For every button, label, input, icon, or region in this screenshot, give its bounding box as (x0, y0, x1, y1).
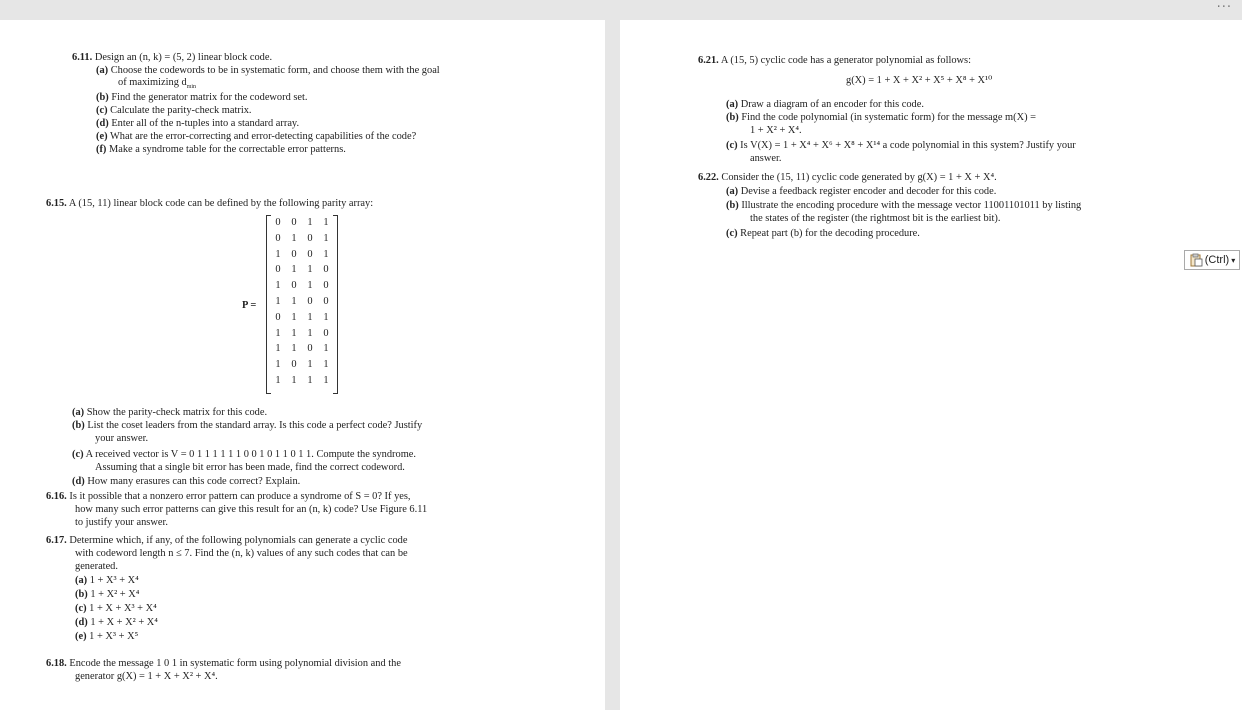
problem-6-22-a: (a) Devise a feedback register encoder and decoder for this code. (726, 186, 997, 197)
problem-6-15-b-cont: your answer. (95, 433, 149, 444)
matrix-cell: 1 (275, 280, 281, 292)
problem-6-17-a: (a) 1 + X³ + X⁴ (75, 575, 139, 586)
problem-6-17: 6.17. Determine which, if any, of the following polynomials can generate a cyclic code (46, 535, 408, 546)
problem-6-15-c-cont: Assuming that a single bit error has been made, find the correct codeword. (95, 462, 405, 473)
matrix-cell: 0 (307, 232, 313, 244)
matrix-cell: 1 (275, 359, 281, 371)
problem-6-15-b: (b) List the coset leaders from the standard array. Is this code a perfect code? Justify (72, 420, 423, 431)
document-page-right (620, 20, 1242, 710)
problem-6-22-b-cont: the states of the register (the rightmost bit is the earliest bit). (750, 213, 1001, 224)
matrix-cell: 0 (307, 248, 313, 260)
matrix-cell: 1 (323, 375, 329, 386)
matrix-row (270, 343, 334, 355)
matrix-cell: 0 (291, 248, 297, 260)
matrix-cell: 0 (291, 217, 297, 228)
problem-6-17-d: (d) 1 + X + X² + X⁴ (75, 617, 158, 628)
problem-6-17-c: (c) 1 + X + X³ + X⁴ (75, 603, 157, 614)
matrix-row (270, 359, 334, 371)
problem-6-21-a: (a) Draw a diagram of an encoder for this code. (726, 99, 924, 110)
problem-6-15-d: (d) How many erasures can this code correct? Explain. (72, 476, 301, 487)
matrix-row (270, 249, 334, 261)
matrix-row (270, 328, 334, 340)
matrix-cell: 0 (307, 296, 313, 307)
problem-6-17-l2: with codeword length n ≤ 7. Find the (n, k) values of any such codes that can be (75, 548, 408, 559)
problem-6-18: 6.18. Encode the message 1 0 1 in systematic form using polynomial division and the (46, 658, 401, 669)
chevron-down-icon: ▾ (1231, 255, 1236, 265)
problem-6-11-a-cont: of maximizing $d_{min}$ (118, 77, 197, 91)
matrix-cell: 1 (307, 327, 313, 339)
matrix-cell: 1 (307, 264, 313, 276)
matrix-cell: 0 (323, 264, 329, 276)
problem-6-18-l2: generator g(X) = 1 + X + X² + X⁴. (75, 671, 218, 682)
more-options-icon[interactable]: ··· (1216, 0, 1232, 15)
matrix-row (270, 296, 334, 308)
matrix-cell: 1 (307, 375, 313, 386)
problem-6-22: 6.22. Consider the (15, 11) cyclic code generated by g(X) = 1 + X + X⁴. (698, 172, 997, 183)
matrix-cell: 1 (291, 375, 297, 386)
matrix-cell: 1 (323, 359, 329, 371)
problem-6-17-e: (e) 1 + X³ + X⁵ (75, 631, 139, 642)
problem-6-11: 6.11. Design an (n, k) = (5, 2) linear block code. (72, 52, 273, 63)
problem-6-22-b: (b) Illustrate the encoding procedure with the message vector 11001101011 by listing (726, 200, 1082, 211)
matrix-cell: 1 (291, 232, 297, 244)
matrix-cell: 1 (307, 311, 313, 323)
matrix-row (270, 312, 334, 324)
matrix-cell: 1 (323, 343, 329, 355)
matrix-cell: 1 (275, 327, 281, 339)
problem-6-15: 6.15. A (15, 11) linear block code can be defined by the following parity array: (46, 198, 374, 209)
matrix-cell: 1 (291, 327, 297, 339)
matrix-cell: 0 (275, 264, 281, 276)
problem-6-15-a: (a) Show the parity-check matrix for this code. (72, 407, 268, 418)
matrix-cell: 1 (275, 296, 281, 307)
matrix-row (270, 233, 334, 245)
matrix-cell: 1 (291, 264, 297, 276)
matrix-cell: 0 (307, 343, 313, 355)
problem-6-11-c: (c) Calculate the parity-check matrix. (96, 105, 252, 116)
problem-6-11-d: (d) Enter all of the n-tuples into a standard array. (96, 118, 300, 129)
top-toolbar (0, 0, 1242, 20)
problem-6-16: 6.16. Is it possible that a nonzero error pattern can produce a syndrome of S = 0? If yes, (46, 491, 411, 502)
matrix-row (270, 217, 334, 229)
matrix-cell: 1 (307, 280, 313, 292)
matrix-cell: 0 (323, 327, 329, 339)
page-gap (605, 20, 620, 698)
matrix-cell: 1 (275, 248, 281, 260)
matrix-cell: 0 (275, 311, 281, 323)
problem-6-16-l2: how many such error patterns can give this result for an (n, k) code? Use Figure 6.11 (75, 504, 428, 515)
matrix-cell: 1 (291, 311, 297, 323)
matrix-cell: 1 (323, 248, 329, 260)
problem-6-11-b: (b) Find the generator matrix for the codeword set. (96, 92, 308, 103)
matrix-cell: 1 (323, 217, 329, 228)
matrix-cell: 0 (291, 359, 297, 371)
problem-6-11-e: (e) What are the error-correcting and error-detecting capabilities of the code? (96, 131, 417, 142)
problem-6-22-c: (c) Repeat part (b) for the decoding procedure. (726, 228, 920, 239)
generator-polynomial: g(X) = 1 + X + X² + X⁵ + X⁸ + X¹⁰ (846, 75, 993, 86)
matrix-cell: 1 (323, 311, 329, 323)
matrix-cell: 1 (291, 296, 297, 307)
problem-6-21-b-cont: 1 + X² + X⁴. (750, 125, 802, 136)
problem-6-11-a: (a) Choose the codewords to be in systematic form, and choose them with the goal (96, 65, 440, 76)
matrix-cell: 1 (307, 217, 313, 228)
problem-6-21-c-cont: answer. (750, 153, 782, 164)
paste-options-label: (Ctrl) (1204, 254, 1230, 266)
matrix-cell: 1 (275, 375, 281, 386)
problem-6-17-b: (b) 1 + X² + X⁴ (75, 589, 140, 600)
matrix-cell: 0 (275, 217, 281, 228)
matrix-cell: 0 (323, 280, 329, 292)
parity-matrix-label: P = (242, 300, 257, 311)
matrix-row (270, 375, 334, 387)
matrix-row (270, 264, 334, 276)
matrix-cell: 1 (275, 343, 281, 355)
problem-6-16-l3: to justify your answer. (75, 517, 168, 528)
problem-6-21-b: (b) Find the code polynomial (in systematic form) for the message m(X) = (726, 112, 1037, 123)
clipboard-icon (1189, 253, 1203, 267)
matrix-cell: 0 (291, 280, 297, 292)
matrix-row (270, 280, 334, 292)
matrix-cell: 0 (323, 296, 329, 307)
matrix-cell: 1 (307, 359, 313, 371)
document-page-left (0, 20, 605, 710)
matrix-cell: 1 (323, 232, 329, 244)
problem-6-11-f: (f) Make a syndrome table for the correctable error patterns. (96, 144, 346, 155)
matrix-cell: 1 (291, 343, 297, 355)
problem-6-21-c: (c) Is V(X) = 1 + X⁴ + X⁶ + X⁸ + X¹⁴ a code polynomial in this system? Justify your (726, 140, 1076, 151)
matrix-cell: 0 (275, 232, 281, 244)
problem-6-21: 6.21. A (15, 5) cyclic code has a generator polynomial as follows: (698, 55, 971, 66)
problem-6-17-l3: generated. (75, 561, 118, 572)
paste-options-button[interactable] (1184, 250, 1240, 270)
problem-6-15-c: (c) A received vector is V = 0 1 1 1 1 1 1 0 0 1 0 1 1 0 1 1. Compute the syndrome. (72, 449, 417, 460)
